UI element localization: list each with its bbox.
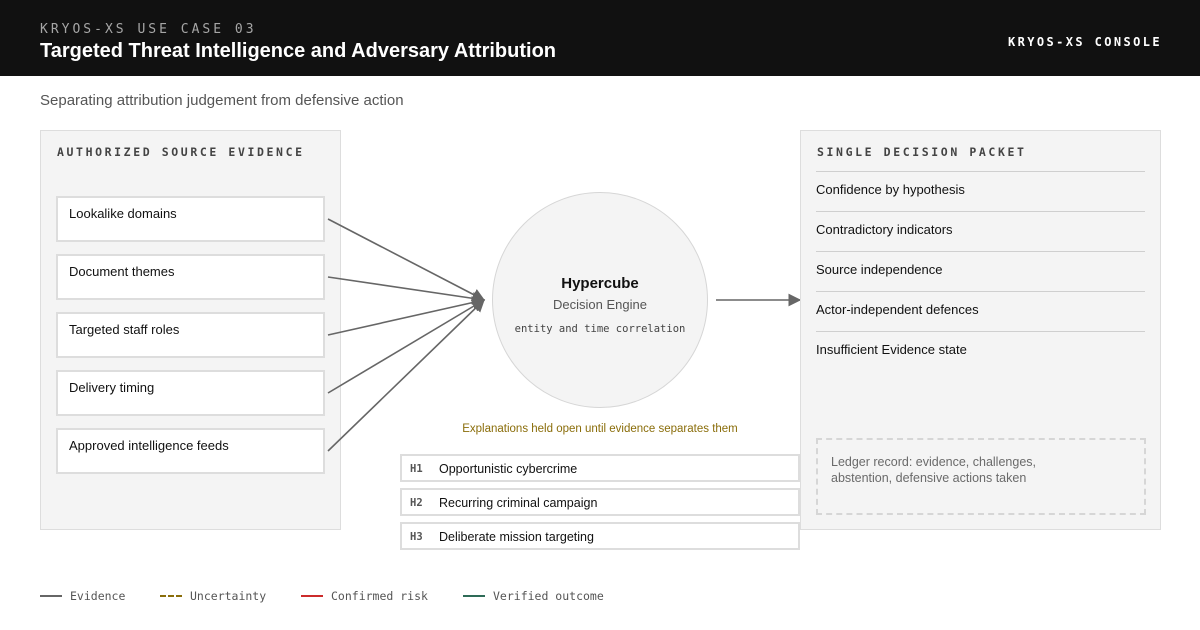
hypothesis-label: Recurring criminal campaign (439, 496, 598, 510)
legend-swatch (160, 595, 182, 597)
packet-item-source-independence (816, 251, 1145, 291)
engine-note: entity and time correlation (514, 323, 686, 335)
hypothesis-label: Deliberate mission targeting (439, 530, 594, 544)
hypothesis-id: H3 (410, 531, 423, 543)
legend-label: Confirmed risk (331, 589, 428, 603)
packet-item-label: Source independence (816, 262, 943, 277)
hypothesis-id: H1 (410, 463, 423, 475)
packet-item-label: Confidence by hypothesis (816, 182, 965, 197)
decision-packet-heading: SINGLE DECISION PACKET (817, 145, 1027, 159)
ledger-record-box (816, 438, 1146, 515)
legend-label: Verified outcome (493, 589, 604, 603)
source-item-label: Approved intelligence feeds (69, 438, 229, 453)
legend-label: Uncertainty (190, 589, 267, 603)
legend-swatch (301, 595, 323, 597)
packet-item-label: Actor-independent defences (816, 302, 979, 317)
source-item-label: Document themes (69, 264, 175, 279)
hypothesis-row-h1 (400, 454, 800, 482)
legend-swatch (463, 595, 485, 597)
packet-item-confidence (816, 171, 1145, 211)
ledger-record-text: Ledger record: evidence, challenges, abstention, defensive actions taken (831, 455, 1036, 485)
packet-item-label: Insufficient Evidence state (816, 342, 967, 357)
hypothesis-row-h3 (400, 522, 800, 550)
evidence-arrow (328, 300, 484, 335)
hypotheses-caption: Explanations held open until evidence separates them (462, 423, 738, 435)
page-title: Targeted Threat Intelligence and Adversary Attribution (40, 40, 557, 62)
hypothesis-label: Opportunistic cybercrime (439, 462, 578, 476)
decision-packet-panel (800, 130, 1161, 530)
source-item-label: Lookalike domains (69, 206, 177, 221)
legend-label: Evidence (70, 589, 126, 603)
source-item-label: Delivery timing (69, 380, 155, 395)
page-subtitle: Separating attribution judgement from defensive action (40, 92, 404, 109)
decision-engine-node (492, 192, 708, 408)
use-case-eyebrow: KRYOS-XS USE CASE 03 (40, 22, 257, 37)
packet-item-insufficient-evidence (816, 331, 1145, 371)
hypothesis-id: H2 (410, 497, 423, 509)
console-label: KRYOS-XS CONSOLE (1008, 35, 1162, 49)
hypothesis-row-h2 (400, 488, 800, 516)
legend-swatch (40, 595, 62, 597)
engine-title: Hypercube (561, 275, 639, 292)
engine-subtitle: Decision Engine (553, 297, 647, 312)
packet-item-contradictory-indicators (816, 211, 1145, 251)
source-evidence-heading: AUTHORIZED SOURCE EVIDENCE (57, 145, 305, 159)
packet-item-actor-independent-defences (816, 291, 1145, 331)
packet-item-label: Contradictory indicators (816, 222, 953, 237)
evidence-arrow (328, 300, 484, 393)
source-item-label: Targeted staff roles (69, 322, 180, 337)
